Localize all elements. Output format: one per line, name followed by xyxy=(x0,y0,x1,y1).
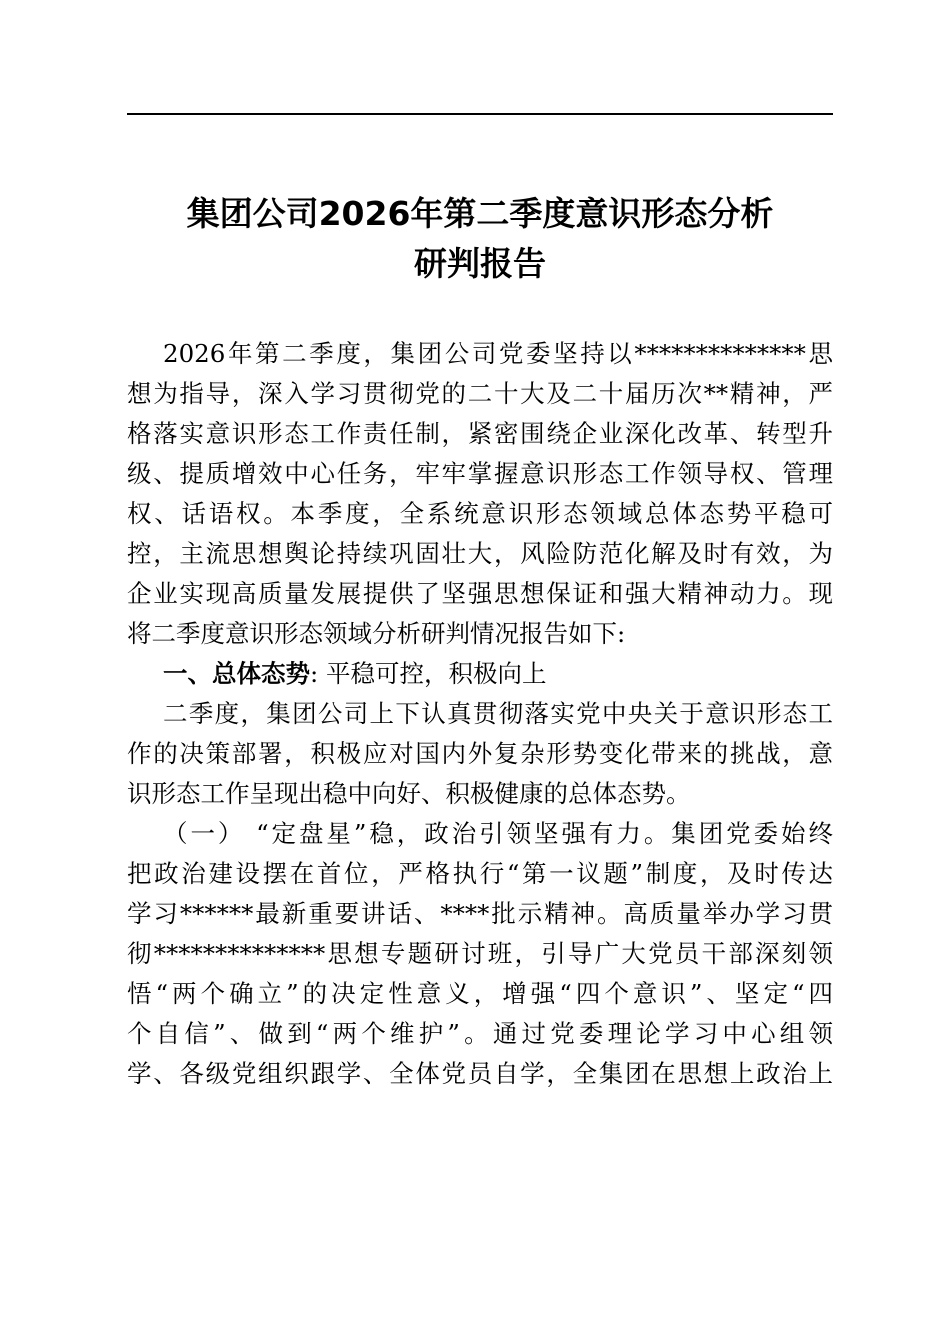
header-rule xyxy=(127,113,833,115)
paragraph-line: 级、提质增效中心任务，牢牢掌握意识形态工作领导权、管理 xyxy=(127,459,833,488)
paragraph-line: （一） “定盘星”稳，政治引领坚强有力。集团党委始终 xyxy=(163,819,833,848)
paragraph-line: 企业实现高质量发展提供了坚强思想保证和强大精神动力。现 xyxy=(127,579,833,608)
section-heading-text: : 平稳可控，积极向上 xyxy=(310,659,547,688)
paragraph-line: 作的决策部署，积极应对国内外复杂形势变化带来的挑战，意 xyxy=(127,739,833,768)
paragraph-line: 学习******最新重要讲话、****批示精神。高质量举办学习贯 xyxy=(127,899,833,928)
paragraph-line: 学、各级党组织跟学、全体党员自学，全集团在思想上政治上 xyxy=(127,1059,833,1088)
paragraph-line: 彻**************思想专题研讨班，引导广大党员干部深刻领 xyxy=(127,939,833,968)
document-title: 集团公司2026年第二季度意识形态分析 xyxy=(186,194,774,233)
paragraph-line: 二季度，集团公司上下认真贯彻落实党中央关于意识形态工 xyxy=(163,699,833,728)
paragraph-line: 个自信”、做到“两个维护”。通过党委理论学习中心组领 xyxy=(127,1019,833,1048)
document-title-continued: 研判报告 xyxy=(414,244,546,283)
section-heading-label: 一、总体态势 xyxy=(163,659,310,688)
paragraph-line: 2026年第二季度，集团公司党委坚持以**************思 xyxy=(163,339,833,368)
paragraph-line: 把政治建设摆在首位，严格执行“第一议题”制度，及时传达 xyxy=(127,859,833,888)
section-heading xyxy=(127,654,833,694)
paragraph-line: 悟“两个确立”的决定性意义，增强“四个意识”、坚定“四 xyxy=(127,979,833,1008)
paragraph-line: 识形态工作呈现出稳中向好、积极健康的总体态势。 xyxy=(127,779,691,808)
paragraph-line: 想为指导，深入学习贯彻党的二十大及二十届历次**精神，严 xyxy=(127,379,833,408)
paragraph-line: 将二季度意识形态领域分析研判情况报告如下: xyxy=(127,619,626,648)
paragraph-line: 格落实意识形态工作责任制，紧密围绕企业深化改革、转型升 xyxy=(127,419,833,448)
document-body xyxy=(127,334,833,1094)
paragraph-line: 控，主流思想舆论持续巩固壮大，风险防范化解及时有效，为 xyxy=(127,539,833,568)
paragraph-line: 权、话语权。本季度，全系统意识形态领域总体态势平稳可 xyxy=(127,499,833,528)
